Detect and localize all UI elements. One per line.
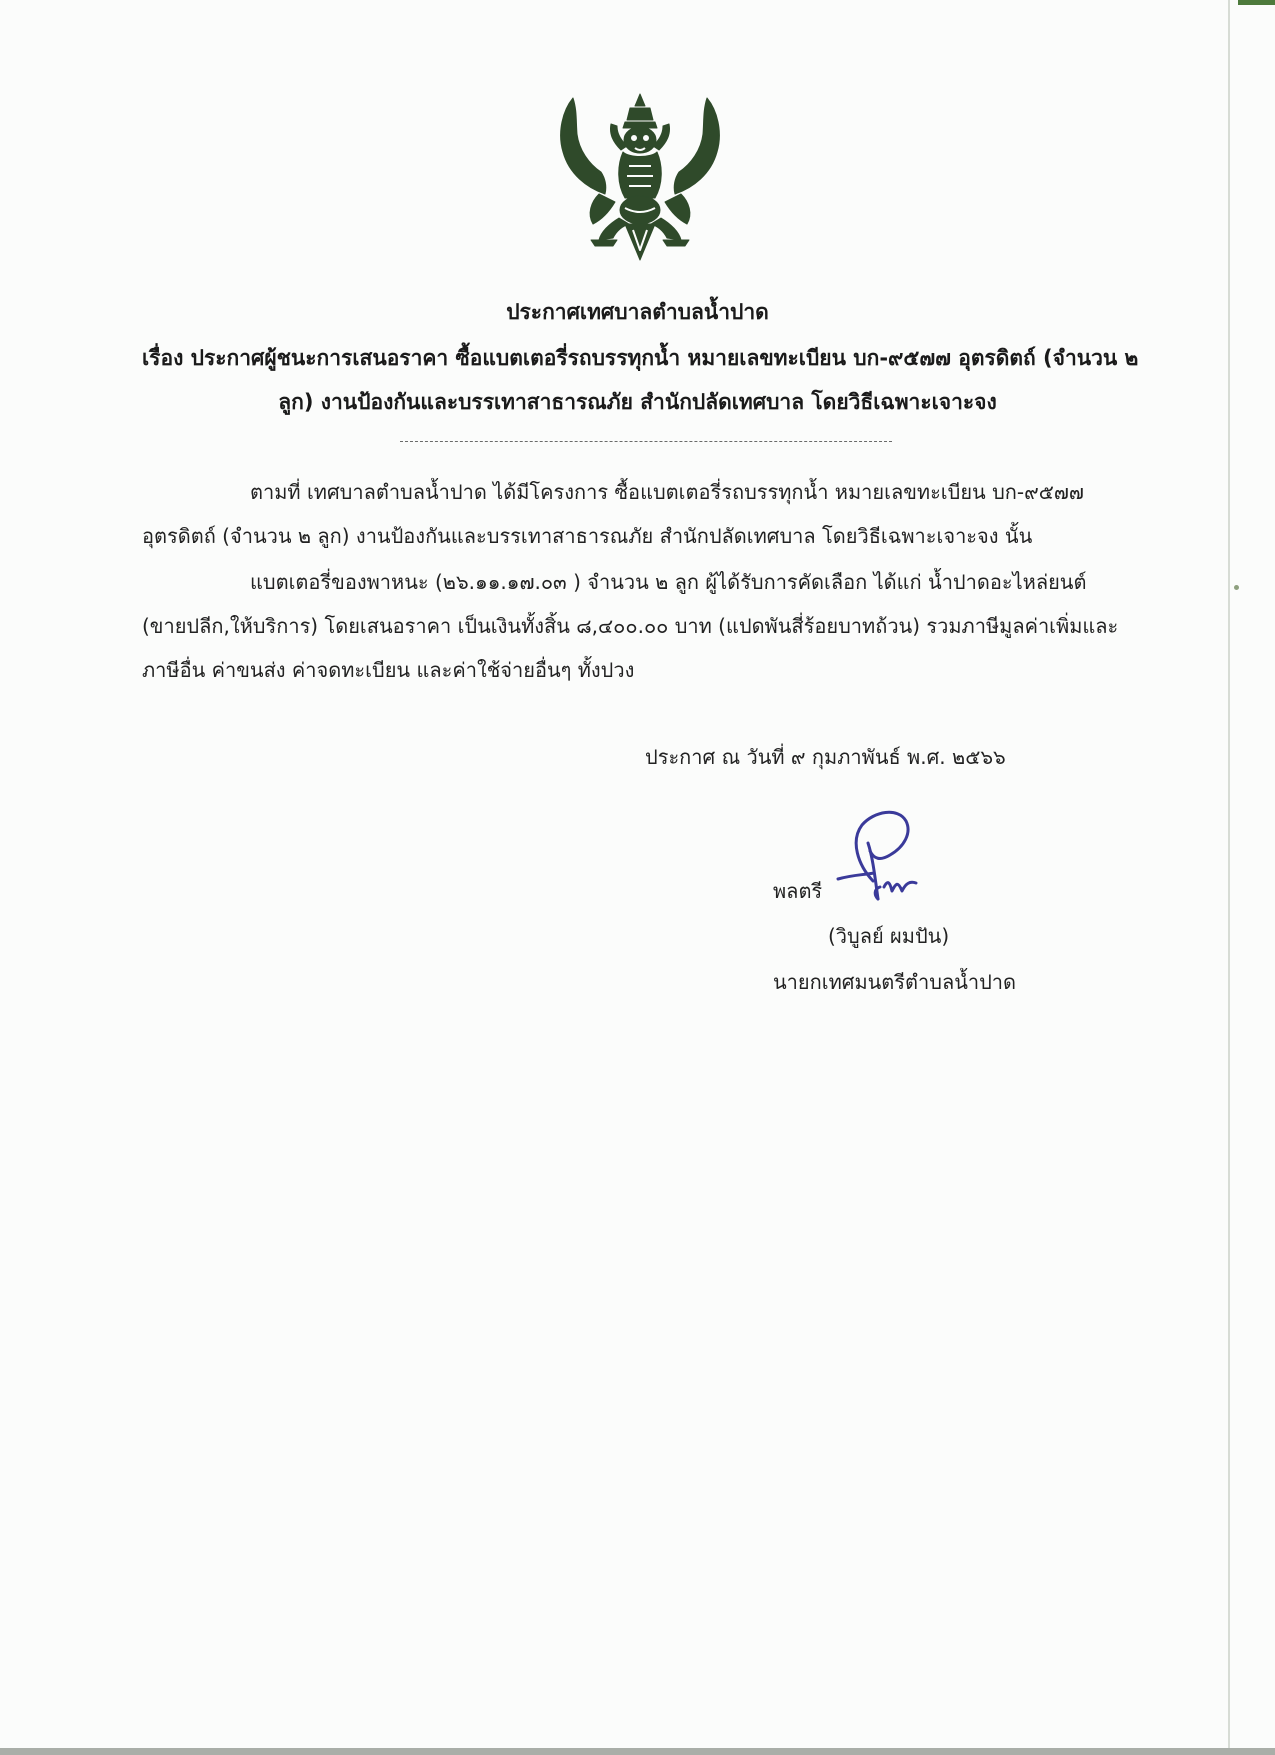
- signer-rank: พลตรี: [773, 879, 823, 903]
- scan-edge: [1228, 0, 1230, 1755]
- scan-corner-mark: [1238, 0, 1275, 5]
- paragraph-2-line-1: แบตเตอรี่ของพาหนะ (๒๖.๑๑.๑๗.๐๓ ) จำนวน ๒ ลูก ผู้ได้รับการคัดเลือก ได้แก่ น้ำปาดอะไหล่ยนต์: [250, 570, 1087, 594]
- subject-line-1: เรื่อง ประกาศผู้ชนะการเสนอราคา ซื้อแบตเตอรี่รถบรรทุกน้ำ หมายเลขทะเบียน บก-๙๕๗๗ อุตรดิตถ์ (จำนวน ๒: [142, 346, 1139, 370]
- signer-name: (วิบูลย์ ผมปัน): [828, 924, 950, 948]
- separator-rule: [400, 441, 892, 442]
- announcement-date: ประกาศ ณ วันที่ ๙ กุมภาพันธ์ พ.ศ. ๒๕๖๖: [645, 745, 1006, 769]
- document-title: ประกาศเทศบาลตำบลน้ำปาด: [506, 300, 769, 324]
- garuda-emblem-icon: [555, 90, 725, 265]
- paragraph-2-line-2: (ขายปลีก,ให้บริการ) โดยเสนอราคา เป็นเงินทั้งสิ้น ๘,๔๐๐.๐๐ บาท (แปดพันสี่ร้อยบาทถ้วน) รวมภาษีมูลค่าเพิ่มและ: [142, 614, 1119, 638]
- signer-position: นายกเทศมนตรีตำบลน้ำปาด: [773, 970, 1017, 994]
- subject-line-2: ลูก) งานป้องกันและบรรเทาสาธารณภัย สำนักปลัดเทศบาล โดยวิธีเฉพาะเจาะจง: [278, 390, 997, 414]
- paragraph-1-line-2: อุตรดิตถ์ (จำนวน ๒ ลูก) งานป้องกันและบรรเทาสาธารณภัย สำนักปลัดเทศบาล โดยวิธีเฉพาะเจาะจง นั้น: [142, 524, 1033, 548]
- paragraph-1-line-1: ตามที่ เทศบาลตำบลน้ำปาด ได้มีโครงการ ซื้อแบตเตอรี่รถบรรทุกน้ำ หมายเลขทะเบียน บก-๙๕๗๗: [250, 480, 1084, 504]
- paragraph-2-line-3: ภาษีอื่น ค่าขนส่ง ค่าจดทะเบียน และค่าใช้จ่ายอื่นๆ ทั้งปวง: [142, 658, 635, 682]
- handwritten-signature-icon: [818, 803, 943, 913]
- scan-speck: [1234, 585, 1239, 590]
- scan-bottom-edge: [0, 1748, 1275, 1755]
